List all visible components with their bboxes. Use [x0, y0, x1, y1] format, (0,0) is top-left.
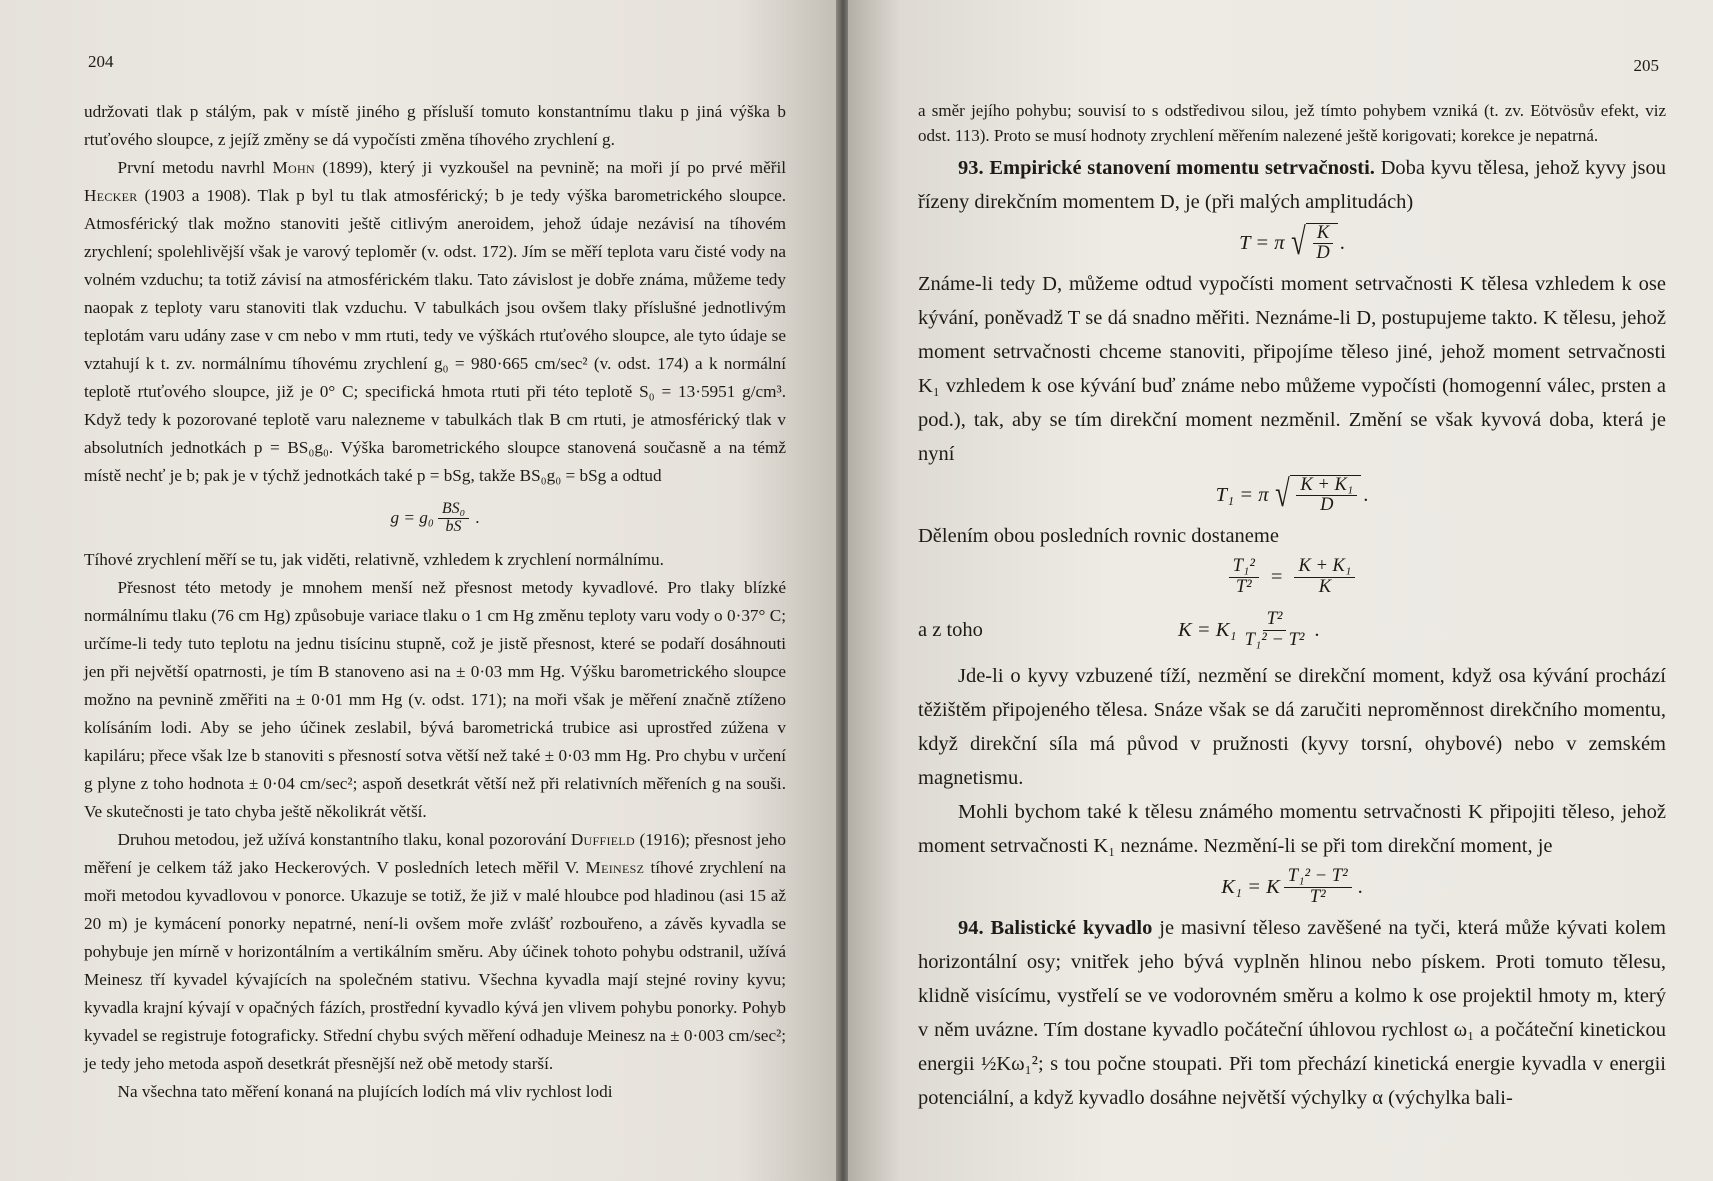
paragraph: Přesnost této metody je mnohem menší než přesnost metody kyvadlové. Pro tlaky blízké normálnímu tlaku (76 cm Hg) způsobuje variace tlaku o 1 cm Hg změnu teploty varu vody o 0·37° C; určíme-li tedy tuto teplotu na jednu tisícinu stupně, což je jistě přesnost, které se podaří dosáhnouti jen při největší opatrnosti, je tím B stanoveno asi na ± 0·03 mm Hg. Výšku barometrického sloupce možno na pevnině změřiti na ± 0·01 mm Hg (v. odst. 171); na moři však je měření značně ztíženo kolísáním lodi. Aby se jeho účinek zeslabil, bývá barometrická trubice asi uprostřed zúžena v kapiláru; přece však lze b stanoviti s přesností sotva větší než také ± 0·03 mm Hg. Pro chybu v určení g plyne z toho hodnota ± 0·04 cm/sec²; aspoň desetkrát větší než při relativních měřeních g na souši. Ve skutečnosti je tato chyba ještě několikrát větší. — [84, 578, 786, 821]
author-name: Mohn — [272, 158, 315, 177]
paragraph: Na všechna tato měření konaná na plujících lodích má vliv rychlost lodi — [117, 1082, 613, 1101]
right-page-text — [918, 98, 1666, 1115]
fraction: $\frac{\text{T₁² − T²}}{\text{T²}}$ — [1284, 867, 1352, 907]
author-name: Meinesz — [585, 858, 645, 877]
paragraph: Známe-li tedy D, můžeme odtud vypočísti moment setrvačnosti K tělesa vzhledem k ose kývání, poněvadž T se dá snadno měřiti. Neznáme-li D, postupujeme takto. K tělesu, jehož moment setrvačnosti chceme stanoviti, připojíme těleso jiné, jehož moment setrvačnosti K₁ vzhledem k ose kývání buď známe nebo můžeme vypočísti (homogenní válec, prsten a pod.), tak, aby se tím direkční moment nezměnil. Změní se však kyvová doba, která je nyní — [918, 273, 1666, 465]
equation-moment: K = K₁ $\frac{\text{T²}}{\text{T₁² − T²}}$ . — [1178, 609, 1320, 650]
section-heading: 94. Balistické kyvadlo — [957, 917, 1153, 939]
page-number-left: 204 — [88, 52, 114, 71]
equation-ratio: $\frac{\text{T₁²}}{\text{T²}}$ = $\frac{\text{K + K₁}}{K}$ — [918, 553, 1666, 601]
paragraph: a z toho — [918, 619, 983, 641]
page-number-right: 205 — [1633, 56, 1659, 75]
section-heading: 93. Empirické stanovení momentu setrvačnosti. — [957, 157, 1375, 179]
equation-moment-row — [918, 601, 1666, 659]
author-name: Hecker — [84, 186, 138, 205]
equation-moment-unknown: K₁ = K $\frac{\text{T₁² − T²}}{\text{T²}}$ . — [1221, 866, 1363, 907]
fraction: $\frac{\text{BS₀}}{bS}$ — [438, 501, 469, 536]
equation-period: T = π √ $\frac{K}{D}$ . — [1239, 220, 1345, 263]
paragraph: a směr jejího pohybu; souvisí to s odstředivou silou, jež tímto pohybem vzniká (t. zv. Eötvösův efekt, viz odst. 113). Proto se musí hodnoty zrychlení měřením nalezené ještě korigovati; korekce je nepatrná. — [918, 101, 1666, 145]
fraction: $\frac{\text{K + K₁}}{K}$ — [1294, 557, 1355, 597]
page-204 — [0, 0, 838, 1181]
section-93: 93. Empirické stanovení momentu setrvačnosti. Doba kyvu tělesa, jehož kyvy jsou řízeny direkčním momentem D, je (při malých amplitudách) — [918, 157, 1667, 213]
paragraph: Druhou metodou, jež užívá konstantního tlaku, konal pozorování Duffield (1916); přesnost jeho měření je celkem táž jako Heckerových. V posledních letech měřil V. Meinesz tíhové zrychlení na moři metodou kyvadlovou v ponorce. Ukazuje se totiž, že již v malé hloubce pod hladinou (asi 15 až 20 m) je kymácení ponorky nepatrné, není-li ovšem moře zvlášť rozbouřeno, a závěs kyvadla se pohybuje jen mírně v horizontálním a vertikálním směru. Aby účinek tohoto pohybu odstranil, užívá Meinesz tří kyvadel kývajících na společném stativu. Všechna kyvadla mají stejné roviny kyvu; kyvadla krajní kývají v opačných fázích, prostřední kyvadlo kývá jen vlivem pohybu ponorky. Pohyb kyvadel se registruje fotograficky. Střední chybu svých měření odhaduje Meinesz na ± 0·003 cm/sec²; je tedy jeho metoda aspoň desetkrát přesnější než obě metody starší. — [84, 830, 787, 1073]
equation-g: g = g₀ $\frac{\text{BS₀}}{bS}$ . — [390, 499, 480, 535]
paragraph: Dělením obou posledních rovnic dostaneme — [918, 525, 1279, 547]
paragraph: Tíhové zrychlení měří se tu, jak viděti, relativně, vzhledem k zrychlení normálnímu. — [84, 550, 664, 569]
section-94: 94. Balistické kyvadlo je masivní těleso zavěšené na tyči, která může kývati kolem horizontální osy; vnitřek jeho bývá vyplněn hlinou nebo pískem. Proti tomuto tělesu, klidně visícímu, vystřelí se ve vodorovném směru a kolmo k ose projektil hmoty m, který v něm uvázne. Tím dostane kyvadlo počáteční úhlovou rychlost ω₁ a počáteční kinetickou energii ½Kω₁²; s tou počne stoupati. Při tom přechází kinetická energie kyvadla v energii potenciální, a když kyvadlo dosáhne největší výchylky α (výchylka bali- — [918, 917, 1666, 1109]
fraction: $\frac{\text{T²}}{\text{T₁² − T²}}$ — [1244, 609, 1305, 650]
author-name: Duffield — [570, 830, 635, 849]
paragraph: udržovati tlak p stálým, pak v místě jiného g přísluší tomuto konstantnímu tlaku p jiná výška b rtuťového sloupce, z jejíž změny se dá vypočísti změna tíhového zrychlení g. — [84, 102, 786, 149]
paragraph: První metodu navrhl Mohn (1899), který ji vyzkoušel na pevnině; na moři jí po prvé měřil Hecker (1903 a 1908). Tlak p byl tu tlak atmosférický; b je tedy výška barometrického sloupce. Atmosférický tlak možno stanoviti ještě citlivým aneroidem, jehož údaje nezávisí na tíhovém zrychlení; spolehlivější však je varový teploměr (v. odst. 172). Jím se měří teplota varu čisté vody na volném vzduchu; ta totiž závisí na atmosférickém tlaku. Tato závislost je dobře známa, můžeme tedy naopak z teploty varu stanoviti tlak vzduchu. V tabulkách jsou ovšem tlaky příslušné jednotlivým teplotám varu udány zase v cm nebo v mm rtuti, tedy ve výškách rtuťového sloupce, ale tyto údaje se vztahují k t. zv. normálnímu tíhovému zrychlení g₀ = 980·665 cm/sec² (v. odst. 174) a k normální teplotě rtuťového sloupce, již je 0° C; specifická hmota rtuti při této teplotě S₀ = 13·5951 g/cm³. Když tedy k pozorované teplotě varu nalezneme v tabulkách tlak B cm rtuti, je atmosférický tlak v absolutních jednotkách p = BS₀g₀. Výška barometrického sloupce stanovená současně a na témž místě nechť je b; pak je v týchž jednotkách také p = bSg, takže BS₀g₀ = bSg a odtud — [84, 158, 787, 485]
fraction: $\frac{K}{D}$ — [1312, 224, 1333, 264]
fraction: $\frac{\text{K + K₁}}{D}$ — [1296, 476, 1357, 516]
page-205 — [848, 0, 1713, 1181]
paragraph: Mohli bychom také k tělesu známého momentu setrvačnosti K připojiti těleso, jehož moment setrvačnosti K₁ neznáme. Nezmění-li se při tom direkční moment, je — [918, 801, 1666, 857]
equation-period-combined: T₁ = π √ $\frac{\text{K + K₁}}{D}$ . — [1215, 472, 1369, 515]
left-page-text — [84, 98, 786, 1106]
fraction: $\frac{\text{T₁²}}{\text{T²}}$ — [1229, 557, 1259, 597]
square-root: √ $\frac{K}{D}$ — [1288, 223, 1338, 264]
paragraph: Jde-li o kyvy vzbuzené tíží, nezmění se direkční moment, když osa kývání prochází těžištěm připojeného tělesa. Snáze však se dá zaručiti neproměnnost direkčního momentu, když direkční síla má původ v pružnosti (kyvy torsní, ohybové) nebo v zemském magnetismu. — [918, 665, 1666, 789]
square-root: √ $\frac{\text{K + K₁}}{D}$ — [1272, 475, 1362, 516]
